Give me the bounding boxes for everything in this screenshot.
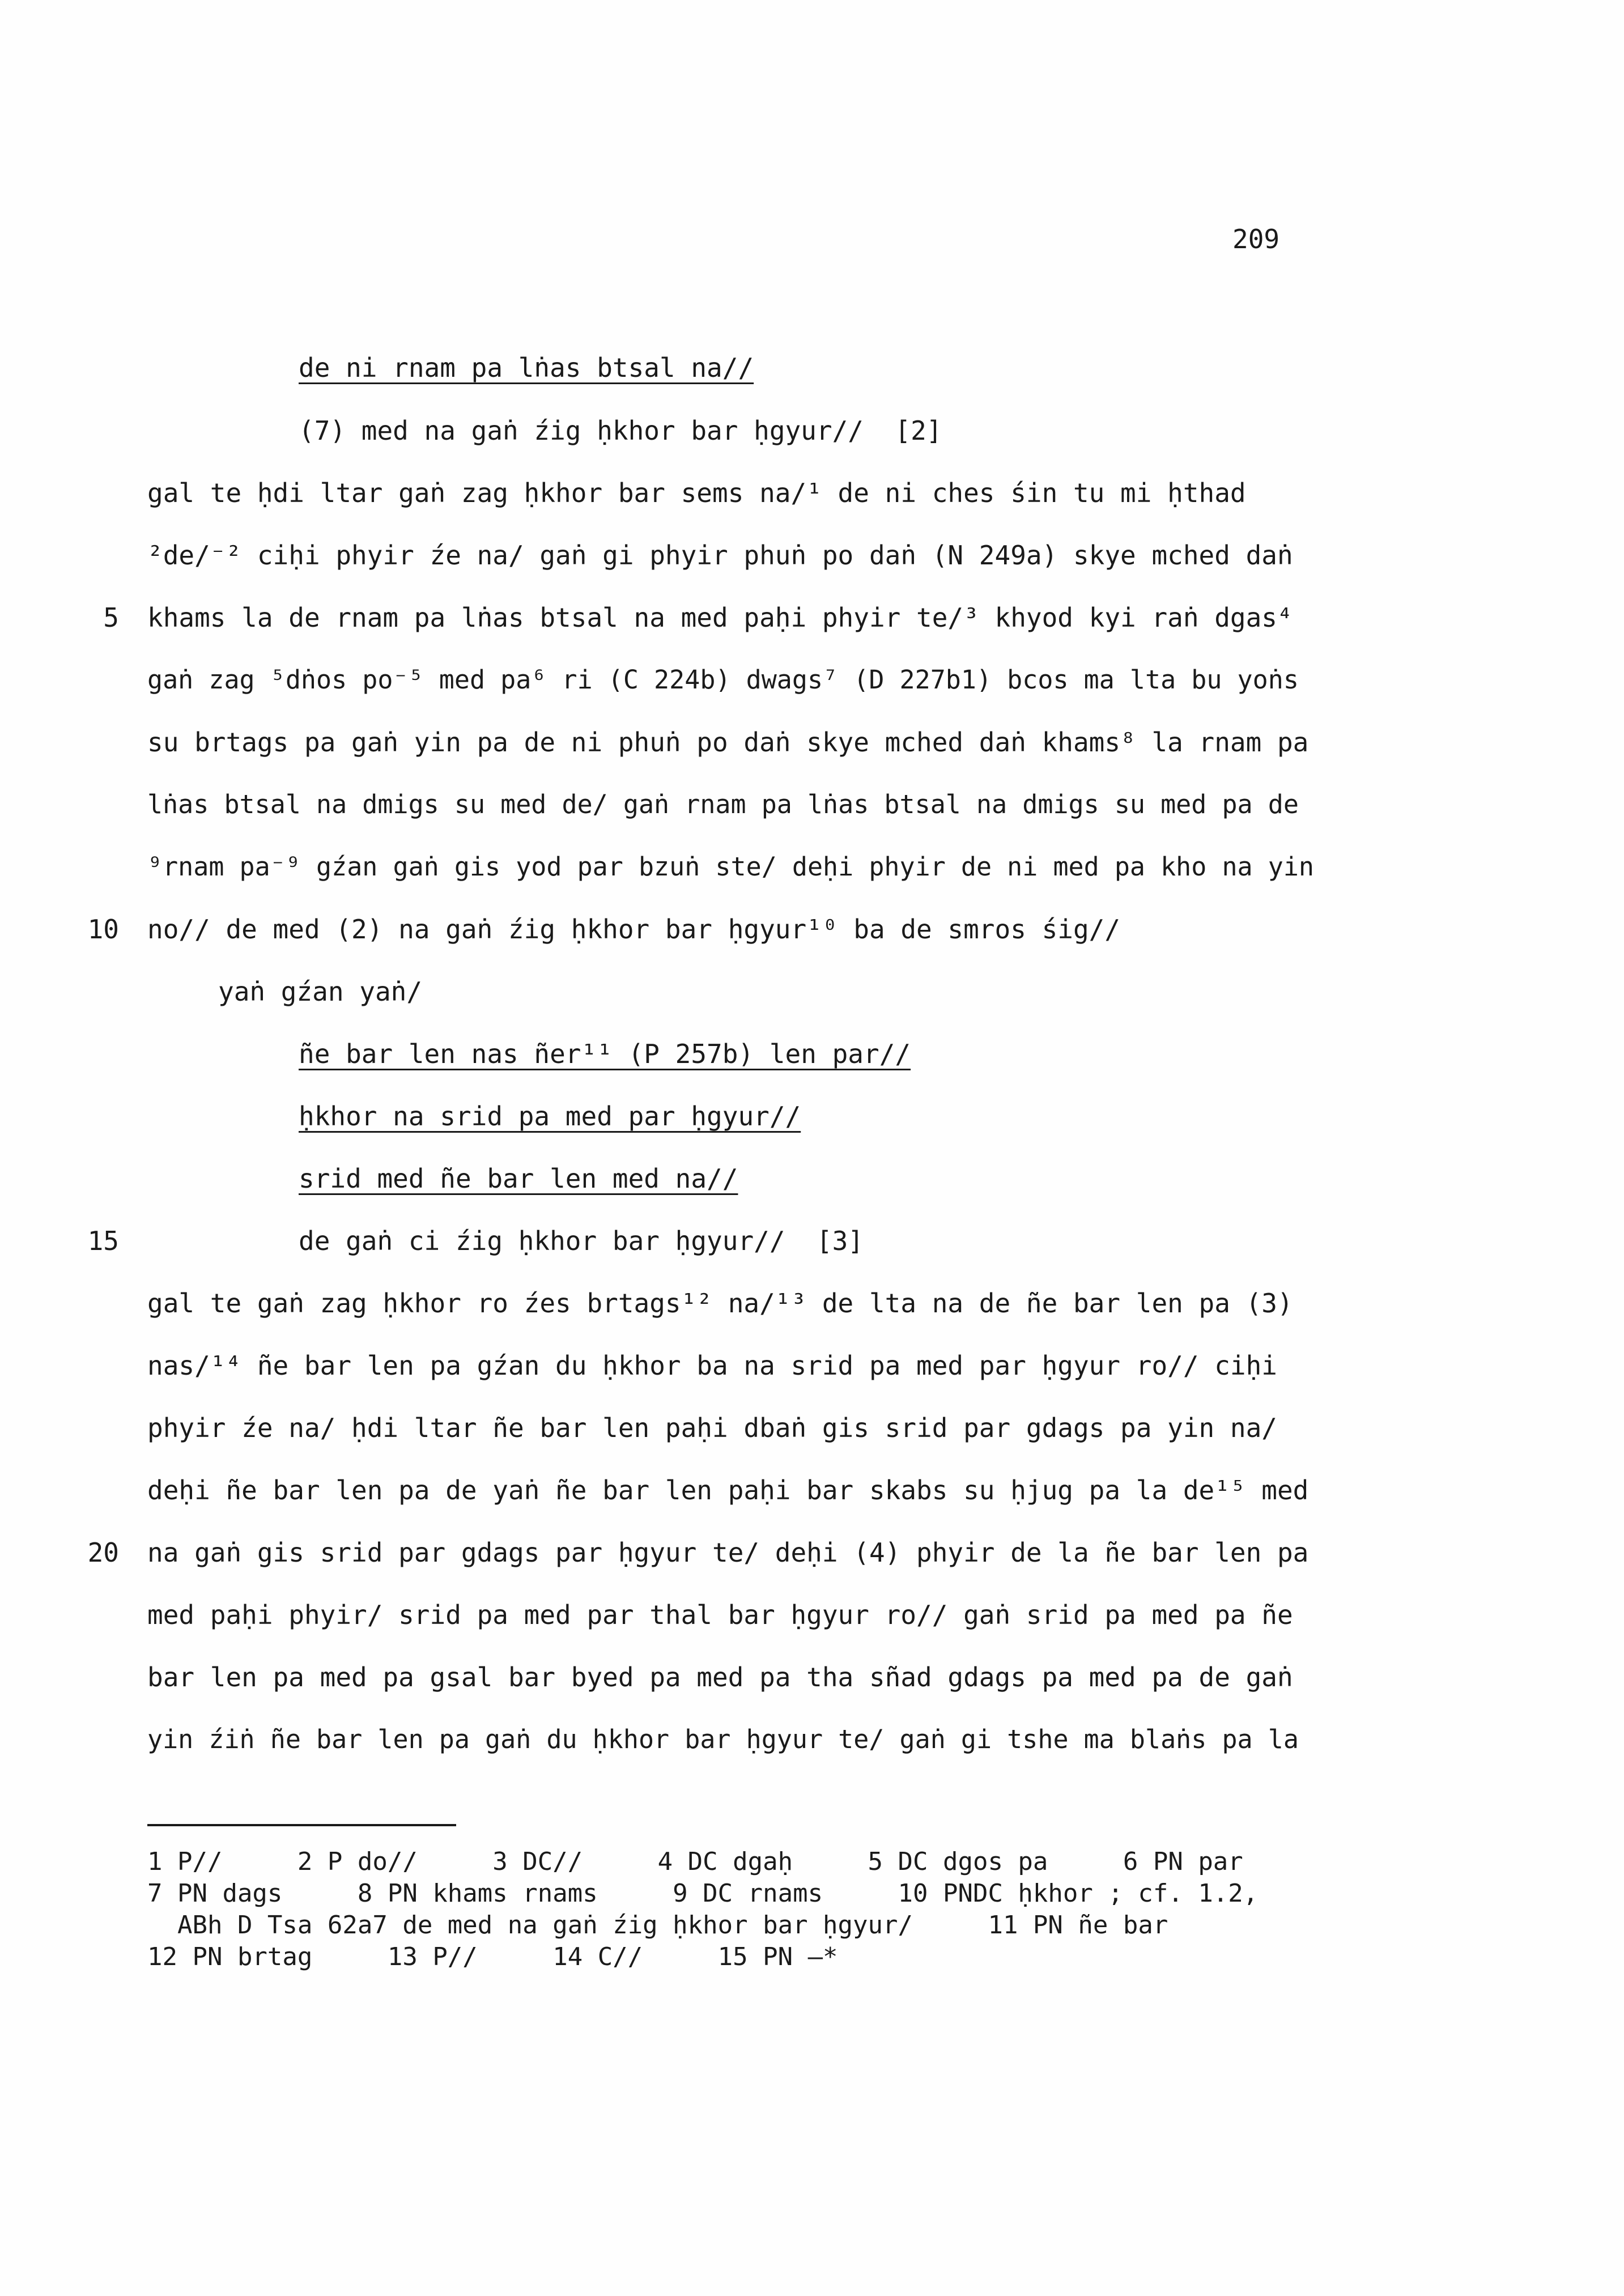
body-line: ²de/⁻² ciḥi phyir źe na/ gaṅ gi phyir phuṅ po daṅ (N 249a) skye mched daṅ: [147, 540, 1293, 571]
line-number: 20: [87, 1537, 119, 1568]
footnote-divider: [147, 1824, 456, 1826]
body-line: su brtags pa gaṅ yin pa de ni phuṅ po daṅ skye mched daṅ khams⁸ la rnam pa: [147, 727, 1309, 758]
body-line: ⁹rnam pa⁻⁹ gźan gaṅ gis yod par bzuṅ ste/ deḥi phyir de ni med pa kho na yin: [147, 852, 1315, 882]
body-line: yin źiṅ ñe bar len pa gaṅ du ḥkhor bar ḥgyur te/ gaṅ gi tshe ma blaṅs pa la: [147, 1724, 1299, 1754]
body-line: gal te ḥdi ltar gaṅ zag ḥkhor bar sems na/¹ de ni ches śin tu mi ḥthad: [147, 478, 1246, 508]
verse-line: de gaṅ ci źig ḥkhor bar ḥgyur// [3]: [299, 1226, 864, 1256]
body-line: yaṅ gźan yaṅ/: [218, 976, 423, 1007]
line-number: 10: [87, 914, 119, 945]
body-line: phyir źe na/ ḥdi ltar ñe bar len paḥi dbaṅ gis srid par gdags pa yin na/: [147, 1413, 1277, 1443]
body-line: no// de med (2) na gaṅ źig ḥkhor bar ḥgyur¹⁰ ba de smros śig//: [147, 914, 1121, 945]
verse-line: de ni rnam pa lṅas btsal na//: [299, 352, 754, 383]
body-line: gaṅ zag ⁵dṅos po⁻⁵ med pa⁶ ri (C 224b) dwags⁷ (D 227b1) bcos ma lta bu yoṅs: [147, 665, 1299, 695]
footnote-line: 12 PN brtag 13 P// 14 C// 15 PN —*: [147, 1942, 838, 1971]
line-number: 5: [103, 602, 119, 633]
verse-line: ñe bar len nas ñer¹¹ (P 257b) len par//: [299, 1039, 911, 1069]
body-line: lṅas btsal na dmigs su med de/ gaṅ rnam pa lṅas btsal na dmigs su med pa de: [147, 789, 1299, 819]
body-line: khams la de rnam pa lṅas btsal na med paḥi phyir te/³ khyod kyi raṅ dgas⁴: [147, 602, 1293, 633]
footnote-line: ABh D Tsa 62a7 de med na gaṅ źig ḥkhor bar ḥgyur/ 11 PN ñe bar: [147, 1911, 1168, 1940]
body-line: nas/¹⁴ ñe bar len pa gźan du ḥkhor ba na srid pa med par ḥgyur ro// ciḥi: [147, 1350, 1277, 1381]
footnote-line: 1 P// 2 P do// 3 DC// 4 DC dgaḥ 5 DC dgos pa 6 PN par: [147, 1847, 1243, 1876]
body-line: deḥi ñe bar len pa de yaṅ ñe bar len paḥi bar skabs su ḥjug pa la de¹⁵ med: [147, 1475, 1309, 1506]
body-line: gal te gaṅ zag ḥkhor ro źes brtags¹² na/¹³ de lta na de ñe bar len pa (3): [147, 1288, 1293, 1319]
verse-line: (7) med na gaṅ źig ḥkhor bar ḥgyur// [2]: [299, 415, 942, 446]
footnote-line: 7 PN dags 8 PN khams rnams 9 DC rnams 10 PNDC ḥkhor ; cf. 1.2,: [147, 1879, 1259, 1908]
line-number: 15: [87, 1226, 119, 1256]
page-number: 209: [1232, 224, 1280, 254]
verse-line: ḥkhor na srid pa med par ḥgyur//: [299, 1101, 801, 1132]
body-line: med paḥi phyir/ srid pa med par thal bar ḥgyur ro// gaṅ srid pa med pa ñe: [147, 1600, 1293, 1630]
verse-line: srid med ñe bar len med na//: [299, 1163, 738, 1194]
body-line: bar len pa med pa gsal bar byed pa med pa tha sñad gdags pa med pa de gaṅ: [147, 1662, 1293, 1693]
body-line: na gaṅ gis srid par gdags par ḥgyur te/ deḥi (4) phyir de la ñe bar len pa: [147, 1537, 1309, 1568]
